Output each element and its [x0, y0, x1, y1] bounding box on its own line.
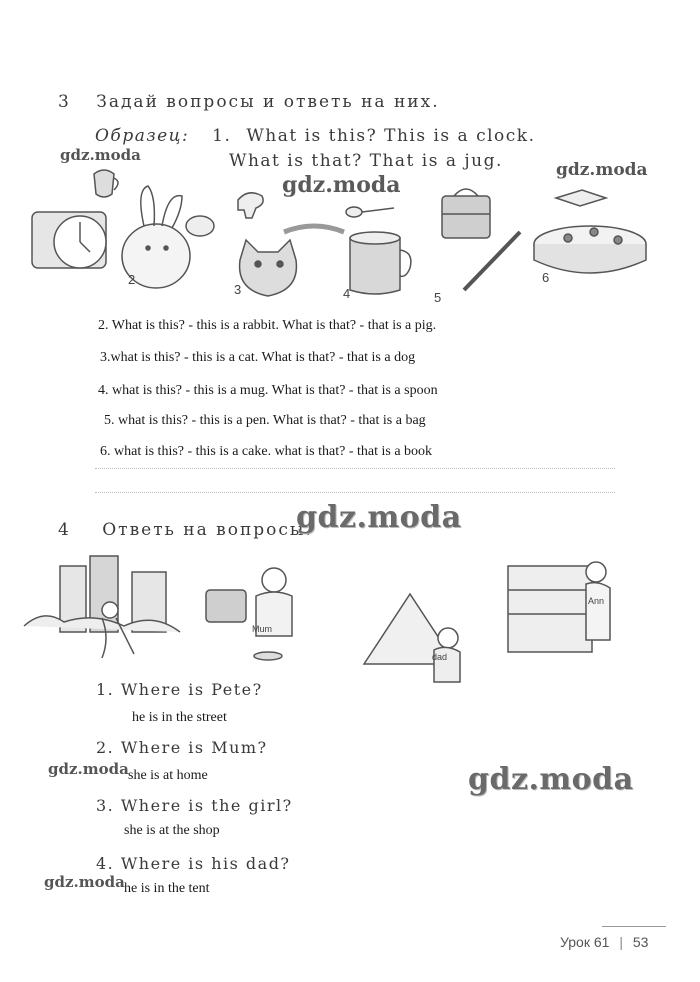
sample-number: 1. — [212, 126, 232, 146]
watermark: gdz.moda — [296, 500, 462, 535]
answer-line: 4. what is this? - this is a mug. What is that? - that is a spoon — [98, 383, 438, 398]
question-3: 3. Where is the girl? — [96, 796, 293, 815]
spoon-icon — [346, 207, 394, 217]
cake-icon — [534, 226, 646, 273]
pig-icon — [186, 216, 214, 236]
shop-scene-icon — [508, 562, 610, 652]
exercise-3-instruction: Задай вопросы и ответь на них. — [96, 92, 440, 112]
picture-label-dad: dad — [432, 652, 448, 662]
street-scene-icon — [24, 556, 180, 658]
mug-icon — [350, 232, 411, 294]
pen-icon — [464, 232, 520, 290]
divider — [95, 492, 615, 493]
picture-label-mum: Mum — [252, 624, 272, 634]
cat-icon — [240, 240, 297, 296]
picture-number-6: 6 — [542, 270, 550, 285]
picture-number-2: 2 — [128, 272, 136, 287]
watermark: gdz.moda — [556, 160, 648, 180]
watermark: gdz.moda — [44, 873, 125, 891]
footer-rule — [602, 926, 666, 927]
answer-4: he is in the tent — [124, 881, 210, 896]
exercise-4-illustrations — [20, 546, 660, 688]
answer-line: 6. what is this? - this is a cake. what is that? - that is a book — [100, 444, 433, 459]
answer-line: 5. what is this? - this is a pen. What is that? - that is a bag — [104, 413, 426, 428]
picture-number-3: 3 — [234, 282, 242, 297]
exercise-4-number: 4 — [58, 520, 71, 540]
exercise-3-number: 3 — [58, 92, 71, 112]
jug-icon — [94, 170, 118, 197]
sample-line-1 — [95, 126, 536, 146]
sample-label: Образец: — [95, 126, 190, 146]
watermark: gdz.moda — [48, 760, 129, 778]
answer-line: 3.what is this? - this is a cat. What is that? - that is a dog — [100, 350, 416, 365]
tent-scene-icon — [364, 594, 460, 682]
question-4: 4. Where is his dad? — [96, 854, 291, 873]
question-1: 1. Where is Pete? — [96, 680, 263, 699]
exercise-3-header — [58, 92, 440, 112]
bag-icon — [442, 189, 490, 238]
sample-text-1: What is this? This is a clock. — [246, 126, 536, 146]
divider — [95, 468, 615, 469]
picture-number-5: 5 — [434, 290, 442, 305]
footer-separator: | — [619, 934, 623, 950]
answer-3: she is at the shop — [124, 823, 220, 838]
book-icon — [556, 190, 606, 206]
home-scene-icon — [206, 568, 292, 660]
answer-2: she is at home — [128, 768, 208, 783]
sample-text-2: What is that? That is a jug. — [229, 151, 503, 171]
answer-1: he is in the street — [132, 710, 227, 725]
exercise-4-header — [58, 520, 313, 540]
watermark: gdz.moda — [468, 762, 634, 797]
watermark: gdz.moda — [60, 146, 141, 164]
answer-line: 2. What is this? - this is a rabbit. What is that? - that is a pig. — [98, 318, 437, 333]
question-2: 2. Where is Mum? — [96, 738, 268, 757]
exercise-4-instruction: Ответь на вопросы. — [102, 520, 313, 540]
clock-icon — [32, 212, 106, 268]
dog-icon — [238, 193, 263, 218]
picture-number-4: 4 — [343, 286, 351, 301]
page-footer — [560, 934, 648, 950]
page-number: 53 — [632, 934, 649, 950]
picture-label-ann: Ann — [588, 596, 605, 606]
caterpillar-icon — [284, 226, 344, 232]
lesson-label: Урок 61 — [560, 934, 610, 950]
watermark: gdz.moda — [282, 172, 401, 198]
